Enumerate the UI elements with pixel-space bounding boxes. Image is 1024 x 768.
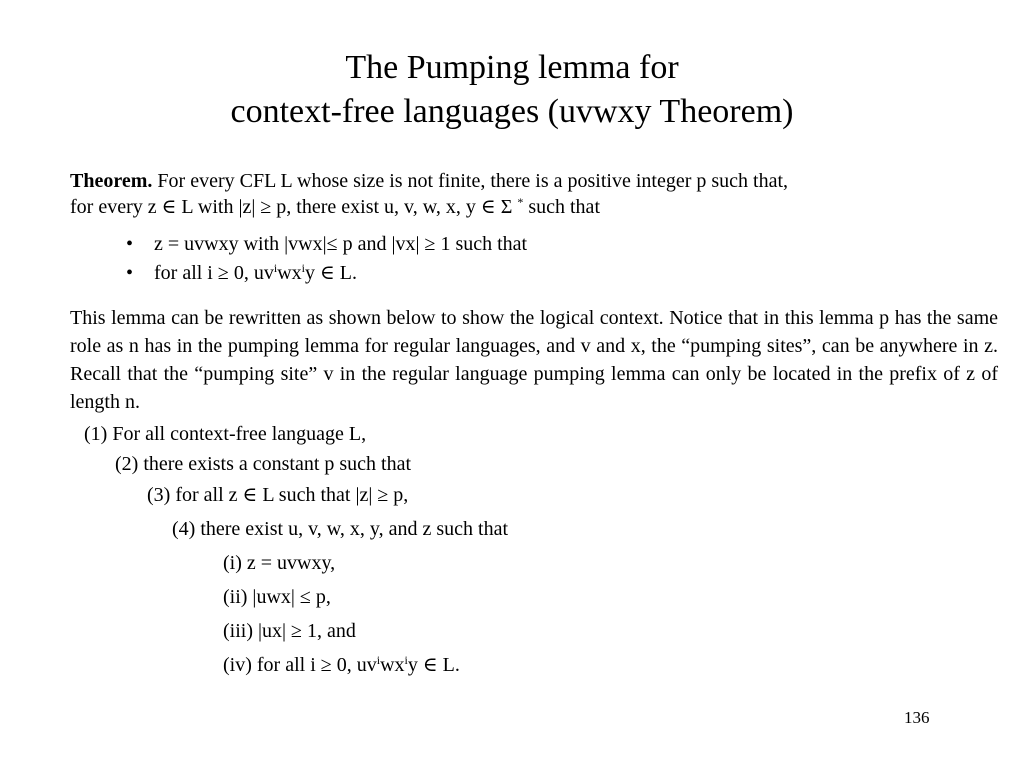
bullet-item-1-text: z = uvwxy with |vwx|≤ p and |vx| ≥ 1 such that [154,233,528,255]
step-1: (1) For all context-free language L, [84,423,367,445]
condition-4 [223,652,460,678]
theorem-text-line1: For every CFL L whose size is not finite, there is a positive integer p such that, [152,170,789,192]
condition-3: (iii) |ux| ≥ 1, and [223,620,356,642]
bullet-item-2-text-a: for all i ≥ 0, uv [154,262,274,284]
bullet-item-1 [126,230,527,259]
bullet-item-2-text-b: wx [277,262,302,284]
condition-4-text-c: y ∈ L. [407,654,460,676]
page-number: 136 [904,708,930,727]
bullet-item-2-text-c: y ∈ L. [304,262,358,284]
bullet-item-2 [126,259,527,288]
superscript-i: i [273,261,278,275]
title-line-1: The Pumping lemma for [345,49,679,86]
theorem-label: Theorem. [70,170,153,192]
superscript-i: i [404,653,408,667]
condition-2: (ii) |uwx| ≤ p, [223,586,331,608]
condition-1: (i) z = uvwxy, [223,552,336,574]
superscript-i: i [376,653,381,667]
theorem-text-line2-end: such that [523,196,600,218]
step-2: (2) there exists a constant p such that [115,453,412,475]
explanation-paragraph: This lemma can be rewritten as shown below to show the logical context. Notice that in this lemma p has the same role as n has in the pumping lemma for regular languages, and v and x, the “pumping sites”, can be anywhere in z. Recall that the “pumping site” v in the regular language pumping lemma can only be located in the prefix of z of length n. [70,307,998,413]
step-3: (3) for all z ∈ L such that |z| ≥ p, [147,484,409,506]
kleene-star: * [517,195,524,209]
superscript-i: i [301,261,305,275]
title-line-2: context-free languages (uvwxy Theorem) [230,93,794,130]
theorem-conditions [126,230,527,288]
theorem-statement [70,168,998,220]
condition-4-text-a: (iv) for all i ≥ 0, uv [223,654,377,676]
theorem-text-line2: for every z ∈ L with |z| ≥ p, there exist u, v, w, x, y ∈ Σ [70,196,518,218]
step-4: (4) there exist u, v, w, x, y, and z such that [172,518,509,540]
condition-4-text-b: wx [380,654,405,676]
slide-title [0,46,1024,134]
